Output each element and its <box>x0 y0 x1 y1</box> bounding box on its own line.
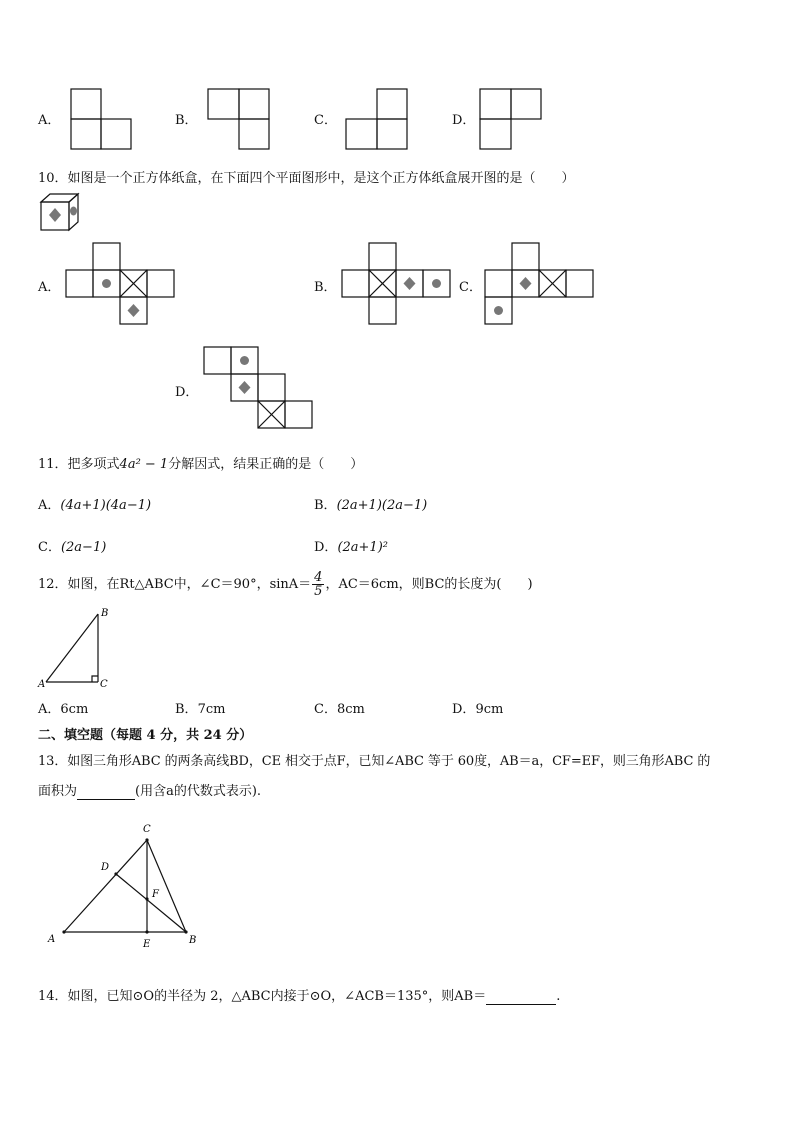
q11-option-a-label: A． <box>38 498 61 513</box>
q12-vertex-c: C <box>100 679 108 690</box>
q14-stem-suffix: . <box>556 989 561 1004</box>
q11-option-a[interactable] <box>38 494 151 513</box>
q9-option-a-label[interactable]: A． <box>38 113 61 128</box>
q9-option-a-figure <box>70 88 132 150</box>
q11-option-d-label: D． <box>314 540 338 555</box>
q11-option-c-label: C． <box>38 540 61 555</box>
q13-stem-prefix: 面积为 <box>38 784 78 799</box>
q11-stem <box>38 453 363 472</box>
q11-option-b-text: (2a+1)(2a−1) <box>336 498 428 513</box>
q13-answer-blank[interactable] <box>77 784 135 800</box>
diamond-icon <box>239 381 251 394</box>
q13-vertex-c: C <box>143 824 151 835</box>
q12-vertex-a: A <box>38 679 46 690</box>
dot-icon <box>102 279 111 288</box>
q11-stem-prefix: 11．把多项式 <box>38 457 120 472</box>
q9-option-d-label[interactable]: D． <box>452 113 476 128</box>
q10-option-d-figure <box>203 346 315 430</box>
q10-stem: 10．如图是一个正方体纸盒，在下面四个平面图形中，是这个正方体纸盒展开图的是（ ） <box>38 171 575 186</box>
q12-triangle-figure <box>38 606 118 690</box>
q12-option-b[interactable] <box>175 698 225 717</box>
q12-stem <box>38 570 533 600</box>
q10-option-a-figure <box>65 242 177 326</box>
q14-answer-blank[interactable] <box>486 989 556 1005</box>
q13-vertex-a: A <box>48 934 56 945</box>
q12-stem-part-a: 12．如图，在Rt△ABC中，∠C＝90°，sinA＝ <box>38 577 312 592</box>
q10-option-a-label[interactable]: A． <box>38 280 61 295</box>
q12-option-a[interactable] <box>38 698 88 717</box>
q12-fraction-denominator: 5 <box>314 584 323 599</box>
q11-option-c[interactable] <box>38 536 106 555</box>
dot-icon <box>494 306 503 315</box>
q10-option-c-figure <box>484 242 596 326</box>
q11-option-c-text: (2a−1) <box>60 540 107 555</box>
q13-vertex-d: D <box>101 862 110 873</box>
q12-vertex-b: B <box>101 608 109 619</box>
q10-option-b-figure <box>341 242 453 326</box>
q9-option-c-figure <box>345 88 409 150</box>
q12-option-d-text: 9cm <box>475 702 504 717</box>
q13-vertex-f: F <box>152 889 159 900</box>
q13-vertex-b: B <box>189 935 197 946</box>
q12-option-c[interactable] <box>314 698 365 717</box>
q10-option-b-label[interactable]: B． <box>314 280 337 295</box>
q12-stem-part-b: ，AC＝6cm，则BC的长度为( ) <box>325 577 533 592</box>
q13-triangle-figure <box>44 820 208 952</box>
q13-stem-suffix: (用含a的代数式表示). <box>135 784 262 799</box>
q13-stem-line1: 13．如图三角形ABC 的两条高线BD，CE 相交于点F，已知∠ABC 等于 60度，AB＝a，CF=EF，则三角形ABC 的 <box>38 754 711 769</box>
q12-option-d-label: D． <box>452 702 476 717</box>
q12-fraction <box>312 571 324 598</box>
diamond-icon <box>520 277 532 290</box>
q10-cube-figure <box>40 193 80 231</box>
q11-stem-expression: 4a² − 1 <box>119 457 169 472</box>
q9-option-b-label[interactable]: B． <box>175 113 198 128</box>
q12-option-b-text: 7cm <box>197 702 226 717</box>
q13-stem-line2 <box>38 780 261 800</box>
dot-icon <box>70 207 77 216</box>
dot-icon <box>432 279 441 288</box>
q11-option-a-text: (4a+1)(4a−1) <box>60 498 152 513</box>
q12-option-c-label: C． <box>314 702 337 717</box>
q12-option-a-label: A． <box>38 702 61 717</box>
q12-option-d[interactable] <box>452 698 503 717</box>
q10-option-c-label[interactable]: C． <box>459 280 482 295</box>
diamond-icon <box>404 277 416 290</box>
dot-icon <box>240 356 249 365</box>
q11-option-d-text: (2a+1)² <box>337 540 388 555</box>
q13-vertex-e: E <box>143 939 151 950</box>
q10-option-d-label[interactable]: D． <box>175 385 199 400</box>
q12-option-b-label: B． <box>175 702 198 717</box>
diamond-icon <box>128 304 140 317</box>
q12-option-a-text: 6cm <box>60 702 89 717</box>
section-title-fill-in: 二、填空题（每题 4 分，共 24 分） <box>38 728 253 743</box>
q11-option-b-label: B． <box>314 498 337 513</box>
q11-option-d[interactable] <box>314 536 388 555</box>
q11-option-b[interactable] <box>314 494 427 513</box>
q9-option-b-figure <box>207 88 271 150</box>
q12-fraction-numerator: 4 <box>314 570 323 585</box>
q9-option-c-label[interactable]: C． <box>314 113 337 128</box>
q12-option-c-text: 8cm <box>336 702 365 717</box>
diamond-icon <box>49 208 61 222</box>
q11-stem-suffix: 分解因式，结果正确的是（ ） <box>168 457 364 472</box>
q14-stem <box>38 985 560 1005</box>
q9-option-d-figure <box>479 88 543 150</box>
q14-stem-prefix: 14．如图，已知⊙O的半径为 2，△ABC内接于⊙O，∠ACB＝135°，则AB＝ <box>38 989 487 1004</box>
